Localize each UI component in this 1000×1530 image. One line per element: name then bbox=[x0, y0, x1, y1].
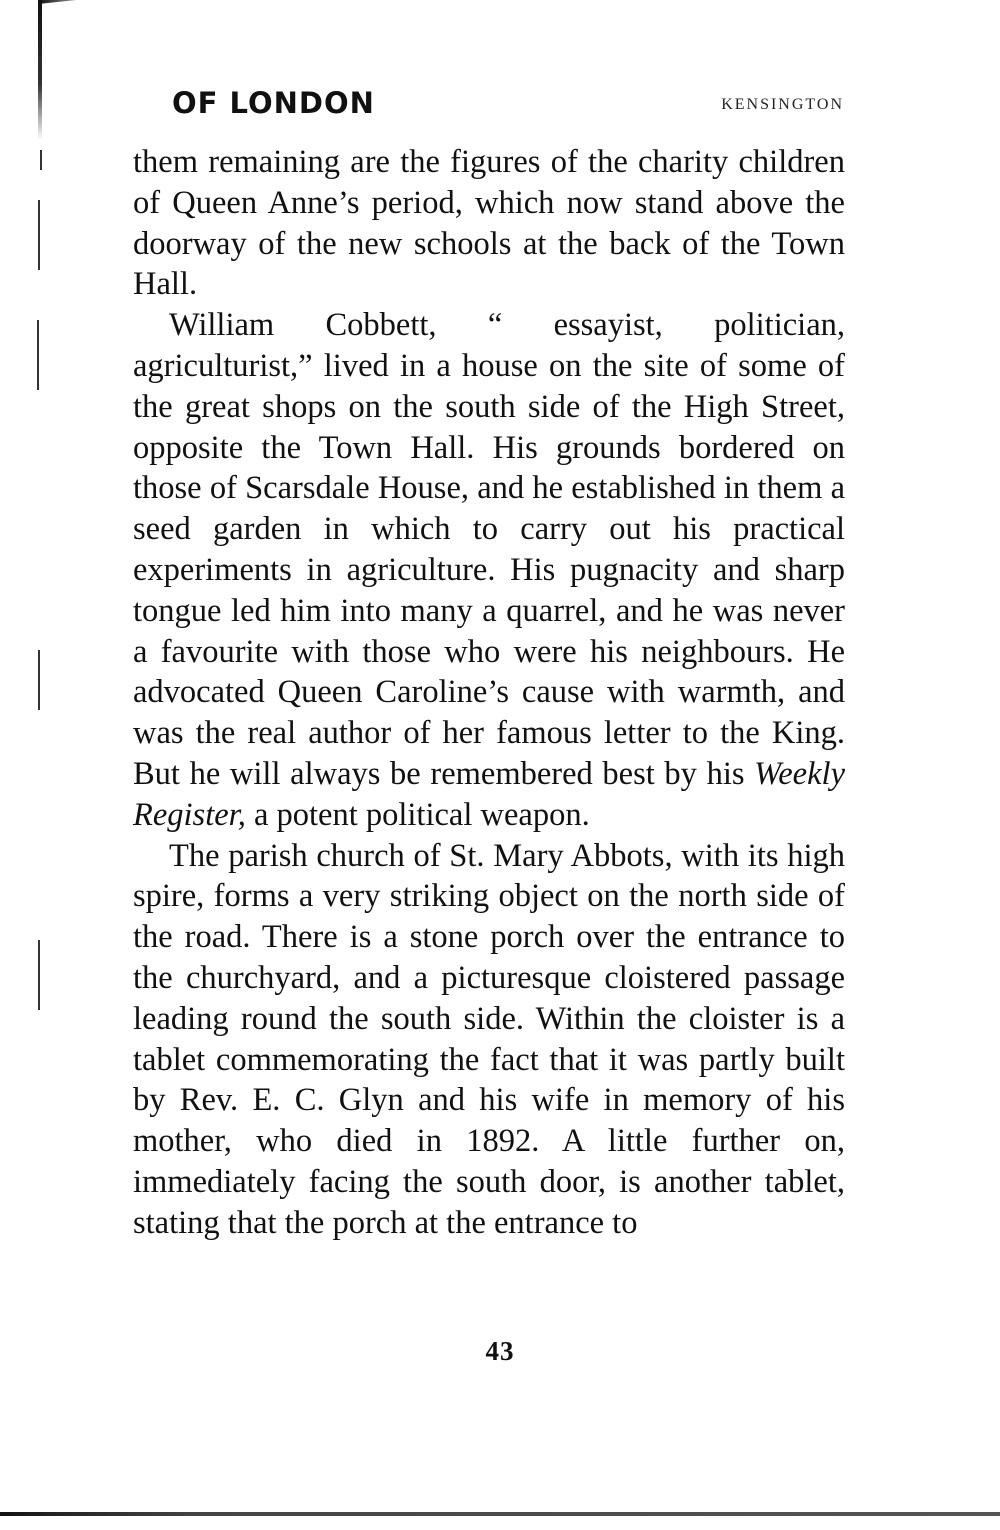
bottom-rule bbox=[0, 1512, 1000, 1516]
paragraph-text: a potent political weapon. bbox=[245, 796, 590, 833]
margin-mark bbox=[37, 320, 39, 390]
binding-corner bbox=[38, 0, 108, 4]
margin-mark bbox=[40, 150, 42, 170]
paragraph-text: William Cobbett, “ essayist, politician, agriculturist,” lived in a house on the site of some of the great shops on the south side of the High Street, opposite the Town Hall. His grounds bordered on those of Scarsdale House, and he established in them a seed garden in which to carry out his practical experiments in agriculture. His pugnacity and sharp tongue led him into many a quarrel, and he was never a favourite with those who were his neighbours. He advocated Queen Caroline’s cause with warmth, and was the real author of her famous letter to the King. But he will always be remembered best by his bbox=[133, 307, 845, 792]
running-head bbox=[172, 86, 844, 126]
running-head-section: KENSINGTON bbox=[721, 96, 844, 113]
paragraph bbox=[133, 836, 845, 1244]
paragraph-italic-text: Weekly Register, bbox=[133, 755, 845, 833]
paragraph-text: them remaining are the figures of the charity children of Queen Anne’s period, which now stand above the doorway of the new schools at the back of the Town Hall. bbox=[133, 144, 845, 303]
body-text bbox=[133, 142, 845, 1244]
margin-mark bbox=[38, 200, 40, 270]
margin-mark bbox=[38, 940, 40, 1010]
margin-mark bbox=[38, 650, 40, 710]
binding-edge bbox=[38, 0, 42, 140]
paragraph bbox=[133, 305, 845, 835]
page-number: 43 bbox=[485, 1336, 515, 1366]
paragraph-text: The parish church of St. Mary Abbots, with its high spire, forms a very striking object on the north side of the road. There is a stone porch over the entrance to the churchyard, and a picturesque cloistered passage leading round the south side. Within the cloister is a tablet commemorating the fact that it was partly built by Rev. E. C. Glyn and his wife in memory of his mother, who died in 1892. A little further on, immediately facing the south door, is another tablet, stating that the porch at the entrance to bbox=[133, 837, 845, 1241]
running-head-title: OF LONDON bbox=[172, 86, 375, 120]
paragraph bbox=[133, 142, 845, 305]
